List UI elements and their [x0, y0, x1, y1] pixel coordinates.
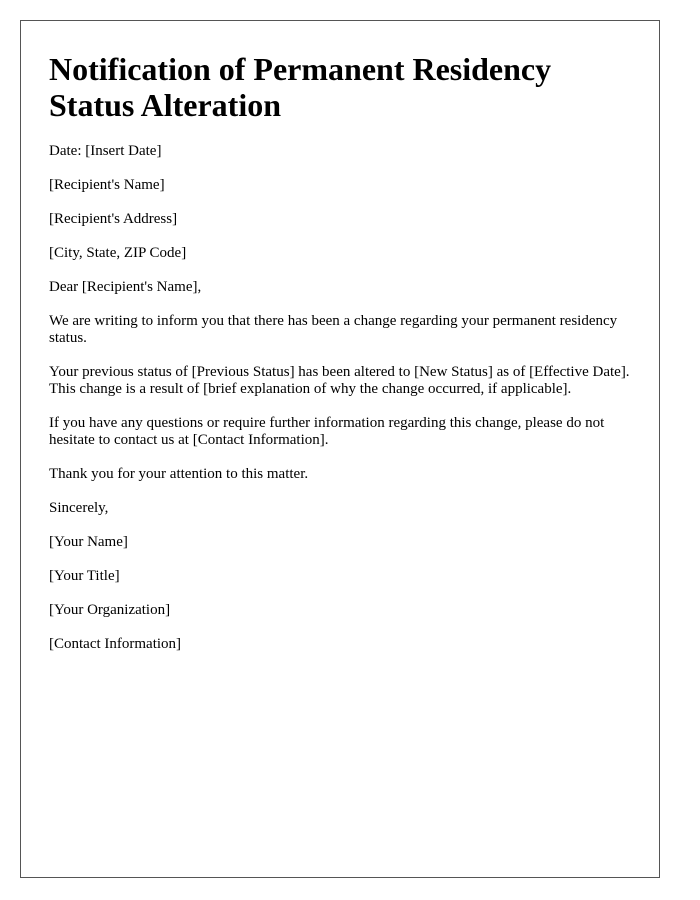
letter-title: Notification of Permanent Residency Status Alteration — [49, 51, 552, 123]
sender-contact: [Contact Information] — [49, 636, 182, 652]
body-paragraph-2: Your previous status of [Previous Status] has been altered to [New Status] as of [Effective Date]. This change is a result of [brief explanation of why the change occurred, if applicable]. — [49, 364, 630, 397]
sender-organization: [Your Organization] — [49, 602, 171, 618]
sender-title: [Your Title] — [49, 568, 120, 584]
letter-content — [49, 51, 633, 670]
body-paragraph-1: We are writing to inform you that there has been a change regarding your permanent residency status. — [49, 313, 618, 346]
recipient-name: [Recipient's Name] — [49, 177, 165, 193]
body-paragraph-3: If you have any questions or require further information regarding this change, please do not hesitate to contact us at [Contact Information]. — [49, 415, 605, 448]
recipient-address: [Recipient's Address] — [49, 211, 178, 227]
salutation: Dear [Recipient's Name], — [49, 279, 202, 295]
thanks-line: Thank you for your attention to this matter. — [49, 466, 309, 482]
recipient-city: [City, State, ZIP Code] — [49, 245, 187, 261]
letter-page — [20, 20, 660, 878]
date-line: Date: [Insert Date] — [49, 143, 162, 159]
sender-name: [Your Name] — [49, 534, 128, 550]
closing-line: Sincerely, — [49, 500, 109, 516]
